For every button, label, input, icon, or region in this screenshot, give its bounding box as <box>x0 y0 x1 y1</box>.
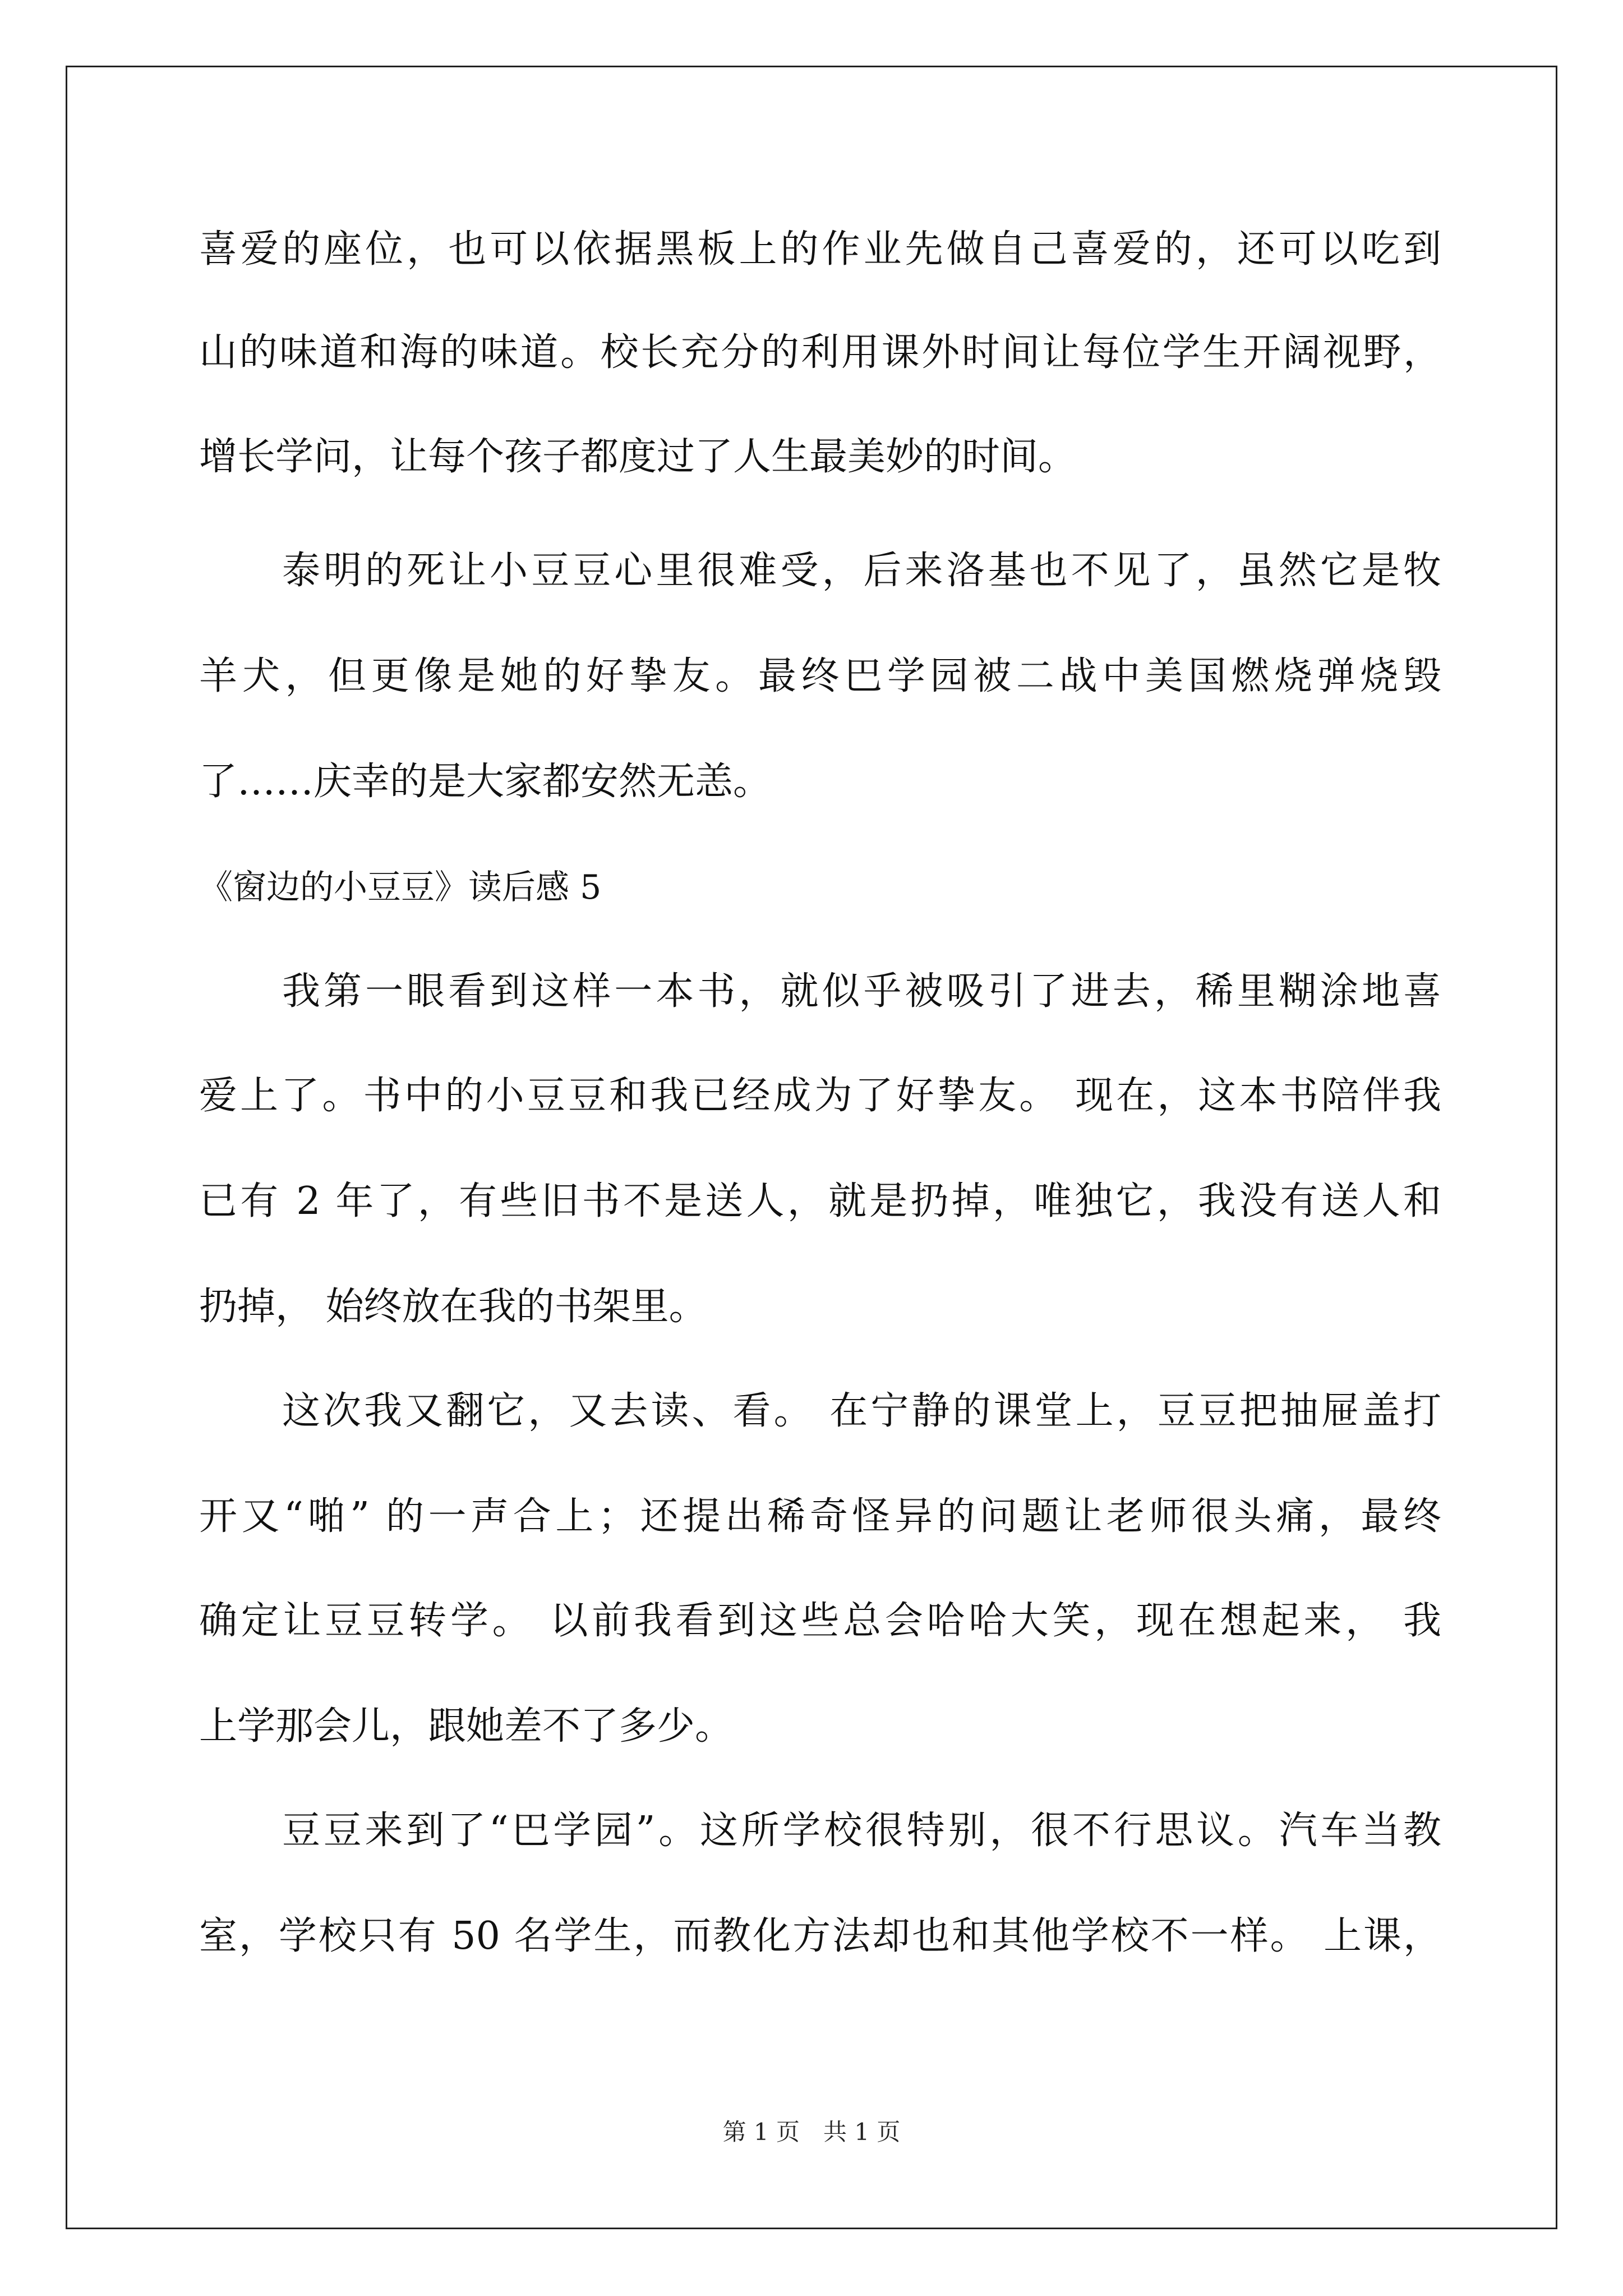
paragraph-line: 羊犬，但更像是她的好挚友。最终巴学园被二战中美国燃烧弹烧毁 <box>199 654 1441 698</box>
page-border <box>66 66 1557 2229</box>
paragraph-line: 室，学校只有 50 名学生，而教化方法却也和其他学校不一样。 上课， <box>199 1914 1441 1958</box>
paragraph-line: 山的味道和海的味道。校长充分的利用课外时间让每位学生开阔视野， <box>199 330 1441 375</box>
paragraph-line: 确定让豆豆转学。 以前我看到这些总会哈哈大笑，现在想起来， 我 <box>199 1599 1441 1643</box>
paragraph-line: 扔掉， 始终放在我的书架里。 <box>199 1285 707 1329</box>
paragraph-line: 泰明的死让小豆豆心里很难受，后来洛基也不见了，虽然它是牧 <box>282 549 1441 593</box>
paragraph-line: 已有 2 年了，有些旧书不是送人，就是扔掉，唯独它，我没有送人和 <box>199 1179 1441 1223</box>
paragraph-line: 我第一眼看到这样一本书，就似乎被吸引了进去，稀里糊涂地喜 <box>282 969 1441 1014</box>
paragraph-line: 了……庆幸的是大家都安然无恙。 <box>199 760 772 804</box>
paragraph-line: 豆豆来到了“巴学园”。这所学校很特别，很不行思议。汽车当教 <box>282 1809 1441 1853</box>
paragraph-line: 上学那会儿，跟她差不了多少。 <box>199 1704 734 1749</box>
paragraph-line: 开又“啪” 的一声合上；还提出稀奇怪异的问题让老师很头痛，最终 <box>199 1494 1441 1539</box>
section-heading: 《窗边的小豆豆》读后感 5 <box>199 868 602 907</box>
paragraph-line: 这次我又翻它，又去读、看。 在宁静的课堂上，豆豆把抽屉盖打 <box>282 1389 1441 1433</box>
page-number-footer: 第 1 页 共 1 页 <box>722 2118 901 2146</box>
paragraph-line: 爱上了。书中的小豆豆和我已经成为了好挚友。 现在，这本书陪伴我 <box>199 1074 1441 1118</box>
paragraph-line: 喜爱的座位，也可以依据黑板上的作业先做自己喜爱的，还可以吃到 <box>199 227 1441 272</box>
paragraph-line: 增长学问，让每个孩子都度过了人生最美妙的时间。 <box>199 435 1077 479</box>
